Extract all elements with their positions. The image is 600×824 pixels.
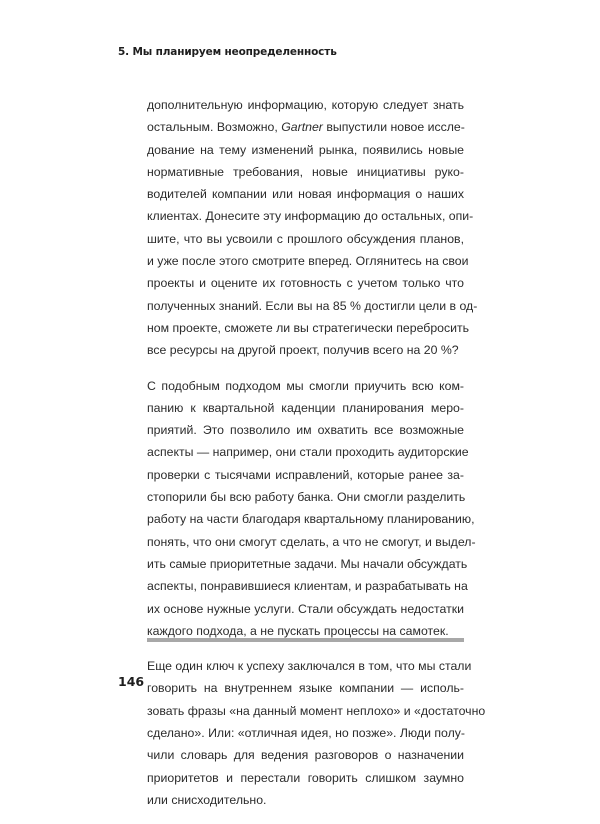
text-line: понять, что они смогут сделать, а что не смогут, и выдел- <box>147 534 476 549</box>
text-line: водителей компании или новая информация о наших <box>147 187 464 202</box>
text-line: аспекты — например, они стали проходить аудиторские <box>147 445 469 460</box>
text-line: проекты и оцените их готовность с учетом только что <box>147 276 464 291</box>
text-line: приоритетов и перестали говорить слишком заумно <box>147 770 464 785</box>
text-line: говорить на внутреннем языке компании — исполь- <box>147 681 464 696</box>
paragraph <box>147 375 476 643</box>
text-line: дование на тему изменений рынка, появились новые <box>147 142 464 157</box>
text-line: аспекты, понравившиеся клиентам, и разрабатывать на <box>147 579 468 594</box>
text-line: полученных знаний. Если вы на 85 % достигли цели в од- <box>147 298 478 313</box>
text-line: все ресурсы на другой проект, получив всего на 20 %? <box>147 343 459 358</box>
text-line: панию к квартальной каденции планирования меро- <box>147 400 464 415</box>
body-text <box>147 94 486 824</box>
section-divider <box>147 638 464 642</box>
text-line: проверки с тысячами исправлений, которые ранее за- <box>147 467 464 482</box>
text-line: и уже после этого смотрите вперед. Оглянитесь на свои <box>147 254 469 269</box>
text-line: ном проекте, сможете ли вы стратегически перебросить <box>147 320 470 335</box>
text-line: зовать фразы «на данный момент неплохо» и «достаточно <box>147 703 486 718</box>
text-line: приятий. Это позволило им охватить все возможные <box>147 423 464 438</box>
text-line: или снисходительно. <box>147 792 267 807</box>
text-line: С подобным подходом мы смогли приучить всю ком- <box>147 378 464 393</box>
emphasized-term: Gartner <box>281 120 323 135</box>
text-line: сделано». Или: «отличная идея, но позже». Люди полу- <box>147 726 465 741</box>
text-line: шите, что вы усвоили с прошлого обсуждения планов, <box>147 231 464 246</box>
paragraph <box>147 655 486 811</box>
text-line: нормативные требования, новые инициативы руко- <box>147 164 464 179</box>
text-line: чили словарь для ведения разговоров о назначении <box>147 748 464 763</box>
text-line: остальным. Возможно, Gartner выпустили новое иссле- <box>147 120 465 135</box>
text-line: ить самые приоритетные задачи. Мы начали обсуждать <box>147 556 468 571</box>
page-number: 146 <box>118 674 145 689</box>
text-line: каждого подхода, а не пускать процессы на самотек. <box>147 623 449 638</box>
text-line: клиентах. Донесите эту информацию до остальных, опи- <box>147 209 474 224</box>
running-header: 5. Мы планируем неопределенность <box>118 46 337 58</box>
text-line: работу на части благодаря квартальному планированию, <box>147 512 475 527</box>
text-line: Еще один ключ к успеху заключался в том, что мы стали <box>147 659 472 674</box>
paragraph <box>147 94 478 362</box>
text-line: их основе нужные услуги. Стали обсуждать недостатки <box>147 601 464 616</box>
text-line: дополнительную информацию, которую следует знать <box>147 98 464 112</box>
text-line: стопорили бы всю работу банка. Они смогли разделить <box>147 490 466 505</box>
